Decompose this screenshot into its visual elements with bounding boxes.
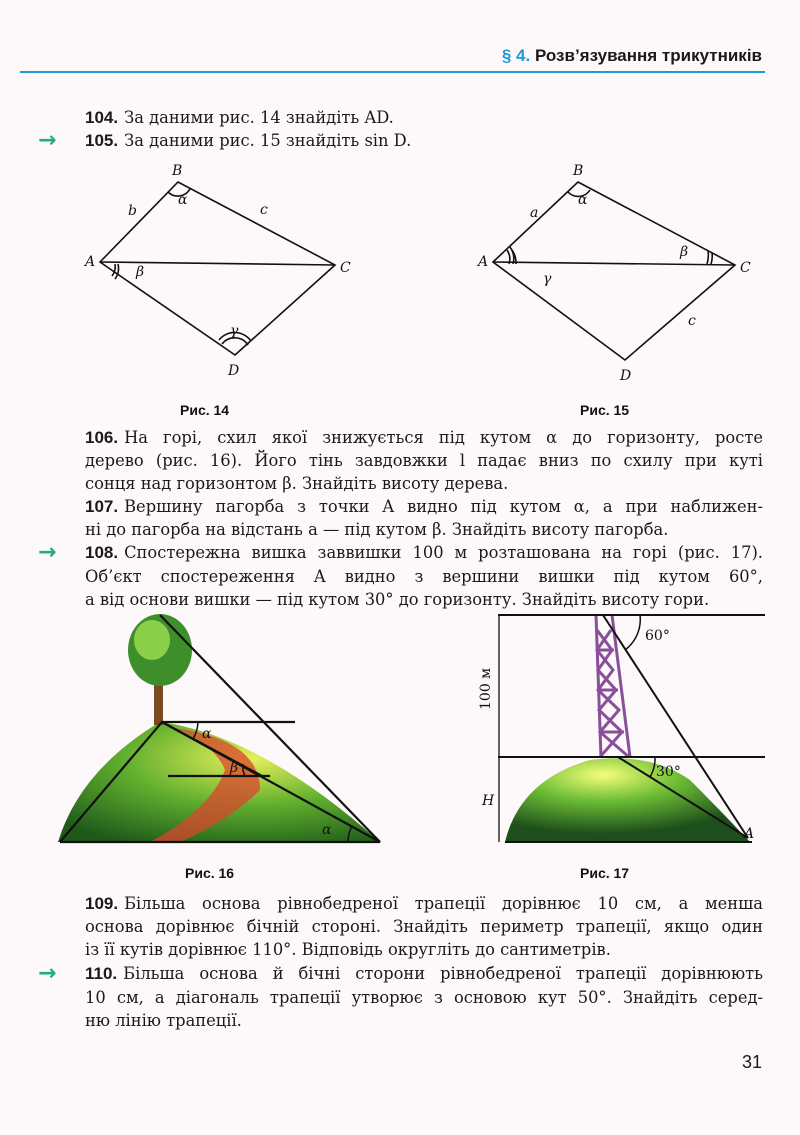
label-beta: β (680, 244, 689, 260)
caption-fig-16: Рис. 16 (185, 865, 235, 881)
label-B: B (172, 163, 183, 179)
problem-number: 105. (85, 131, 119, 150)
problem-text: Більша основа й бічні сторони рівнобедреної трапеції дорівнюють (123, 964, 763, 983)
page-number: 31 (742, 1052, 763, 1072)
problem-text: із її кутів дорівнює 110°. Відповідь округліть до сантиметрів. (85, 940, 611, 959)
label-C: C (340, 260, 351, 276)
problem-text: Спостережна вишка заввишки 100 м розташована на горі (рис. 17). (124, 543, 763, 562)
label-c: c (688, 313, 696, 329)
label-100m: 100 м (478, 667, 494, 710)
label-A: A (744, 826, 755, 842)
label-alpha: α (202, 726, 212, 742)
problem-text: Об’єкт спостереження A видно з вершини вишки під кутом 60°, (85, 567, 763, 586)
label-H: H (482, 793, 495, 809)
label-30-degrees: 30° (656, 764, 681, 780)
label-gamma: γ (230, 323, 239, 339)
problem-text: дерево (рис. 16). Його тінь завдовжки l падає вниз по схилу при куті (85, 451, 763, 470)
problem-text: Більша основа рівнобедреної трапеції дорівнює 10 см, а менша (124, 894, 763, 913)
problem-text: 10 см, а діагональ трапеції утворює з основою кут 50°. Знайдіть серед- (85, 988, 763, 1007)
problem-text: ні до пагорба на відстань a — під кутом β. Знайдіть висоту пагорба. (85, 520, 669, 539)
problem-text: За даними рис. 15 знайдіть sin D. (124, 131, 412, 150)
problem-text: На горі, схил якої знижується під кутом α до горизонту, росте (124, 428, 763, 447)
problem-text: Вершину пагорба з точки A видно під кутом α, а при наближен- (124, 497, 763, 516)
problem-number: 104. (85, 108, 119, 127)
label-alpha: α (178, 192, 188, 208)
label-a: a (530, 205, 539, 221)
label-A: A (478, 254, 489, 270)
caption-fig-17: Рис. 17 (580, 865, 630, 881)
caption-fig-15: Рис. 15 (580, 402, 630, 418)
problem-text: а від основи вишки — під кутом 30° до горизонту. Знайдіть висоту гори. (85, 590, 710, 609)
label-D: D (228, 363, 240, 379)
arrow-right-icon: → (38, 540, 57, 565)
figure-16-illustration (58, 614, 380, 842)
label-alpha: α (578, 192, 588, 208)
problem-text: основа дорівнює бічній стороні. Знайдіть периметр трапеції, якщо один (85, 917, 763, 936)
label-B: B (573, 163, 584, 179)
problem-text: ню лінію трапеції. (85, 1011, 242, 1030)
label-alpha: α (322, 822, 332, 838)
arrow-right-icon: → (38, 961, 57, 986)
problem-number: 108. (85, 543, 119, 562)
label-C: C (740, 260, 751, 276)
label-A: A (85, 254, 96, 270)
caption-fig-14: Рис. 14 (180, 402, 230, 418)
problem-text: За даними рис. 14 знайдіть AD. (124, 108, 394, 127)
label-beta: β (230, 760, 239, 776)
label-b: b (128, 203, 137, 219)
label-gamma: γ (543, 271, 552, 287)
problem-number: 110. (85, 964, 118, 983)
figure-17-illustration (498, 615, 765, 842)
label-D: D (620, 368, 632, 384)
problem-number: 109. (85, 894, 119, 913)
label-c: c (260, 202, 268, 218)
label-beta: β (136, 264, 145, 280)
problem-text: сонця над горизонтом β. Знайдіть висоту дерева. (85, 474, 509, 493)
problem-number: 106. (85, 428, 119, 447)
running-header: § 4. Розв’язування трикутників (501, 46, 762, 65)
arrow-right-icon: → (38, 128, 57, 153)
label-60-degrees: 60° (645, 628, 670, 644)
problem-number: 107. (85, 497, 119, 516)
